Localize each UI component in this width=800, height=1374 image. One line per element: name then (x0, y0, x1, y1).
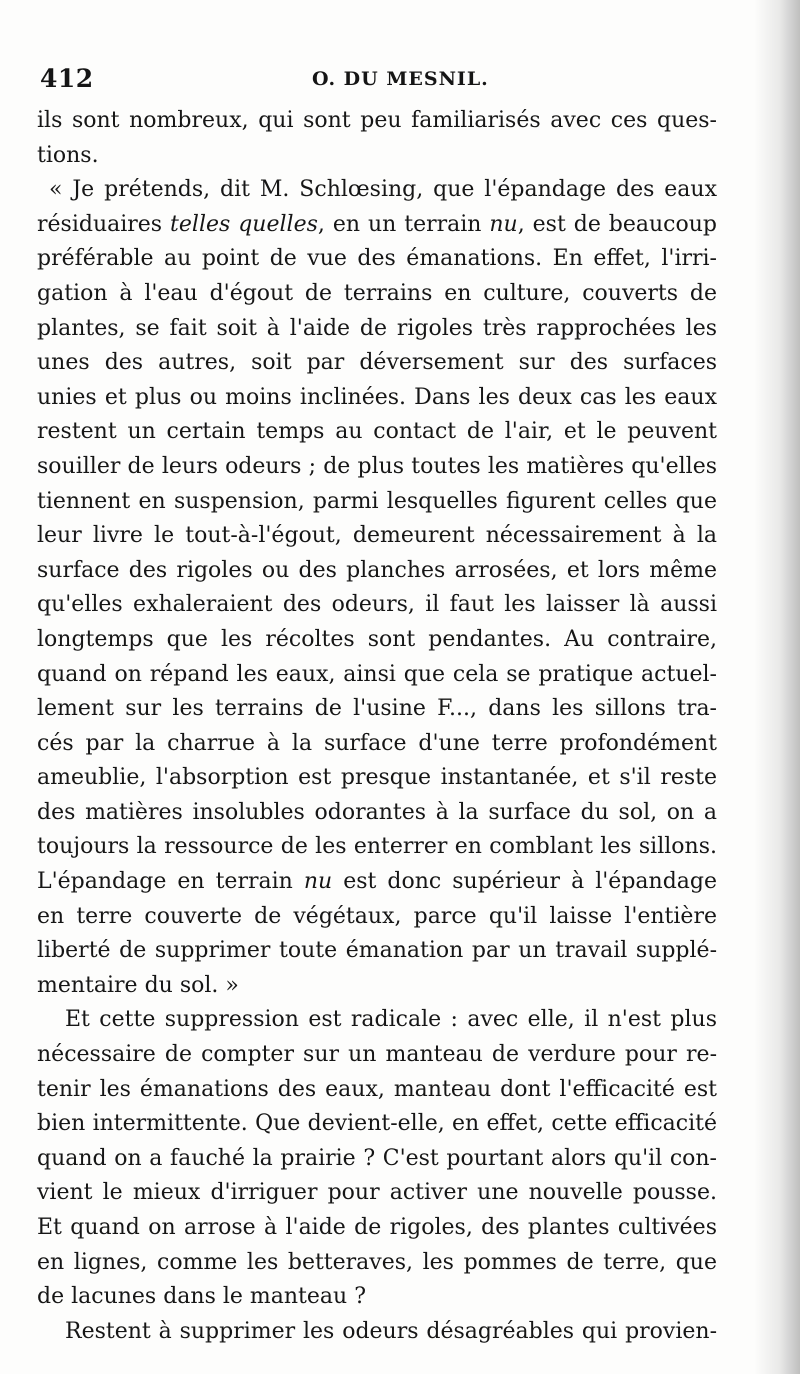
text-line: souiller de leurs odeurs ; de plus toutes les matières qu'elles (37, 453, 717, 479)
text-line: des matières insolubles odorantes à la surface du sol, on a (37, 799, 717, 825)
text-segment: L'épandage en terrain (37, 869, 304, 895)
page-gutter-shadow (754, 0, 800, 1374)
text-line: surface des rigoles ou des planches arrosées, et lors même (37, 557, 717, 583)
text-line: « Je prétends, dit M. Schlœsing, que l'épandage des eaux (49, 177, 717, 203)
text-line: préférable au point de vue des émanations. En effet, l'irri- (37, 246, 717, 272)
text-segment: est donc supérieur à l'épandage (332, 869, 717, 895)
text-line: unes des autres, soit par déversement sur des surfaces (37, 350, 717, 376)
page-number: 412 (40, 64, 94, 93)
text-line: en terre couverte de végétaux, parce qu'il laisse l'entière (37, 903, 717, 929)
running-head: O. DU MESNIL. (312, 68, 489, 90)
text-line: tions. (37, 142, 99, 168)
text-line: qu'elles exhaleraient des odeurs, il faut les laisser là aussi (37, 592, 717, 618)
text-line: quand on a fauché la prairie ? C'est pourtant alors qu'il con- (37, 1145, 717, 1171)
text-segment: , est de beaucoup (517, 211, 718, 237)
text-line: quand on répand les eaux, ainsi que cela se pratique actuel- (37, 661, 717, 687)
italic-term: nu (303, 869, 333, 895)
text-line: Restent à supprimer les odeurs désagréables qui provien- (65, 1318, 717, 1344)
text-line (37, 208, 717, 243)
text-line: tiennent en suspension, parmi lesquelles figurent celles que (37, 488, 717, 514)
text-segment: , en un terrain (317, 211, 490, 237)
text-line: Et cette suppression est radicale : avec elle, il n'est plus (65, 1007, 717, 1033)
text-line: leur livre le tout-à-l'égout, demeurent nécessairement à la (37, 523, 717, 549)
text-line: ameublie, l'absorption est presque instantanée, et s'il reste (37, 765, 717, 791)
text-line: plantes, se fait soit à l'aide de rigoles très rapprochées les (37, 315, 717, 341)
text-line: bien intermittente. Que devient-elle, en effet, cette efficacité (37, 1111, 717, 1137)
page-header (40, 64, 730, 104)
text-line: cés par la charrue à la surface d'une terre profondément (37, 730, 717, 756)
text-line: toujours la ressource de les enterrer en comblant les sillons. (37, 834, 717, 860)
text-line: lement sur les terrains de l'usine F..., dans les sillons tra- (37, 696, 717, 722)
text-line: gation à l'eau d'égout de terrains en culture, couverts de (37, 280, 717, 306)
text-line: Et quand on arrose à l'aide de rigoles, des plantes cultivées (37, 1215, 717, 1240)
text-line (37, 865, 717, 900)
text-line: de lacunes dans le manteau ? (37, 1284, 366, 1310)
body-text (37, 104, 717, 1349)
text-line: en lignes, comme les betteraves, les pommes de terre, que (37, 1249, 717, 1275)
text-line: vient le mieux d'irriguer pour activer une nouvelle pousse. (37, 1180, 717, 1206)
text-line: longtemps que les récoltes sont pendantes. Au contraire, (37, 626, 717, 652)
text-line: unies et plus ou moins inclinées. Dans les deux cas les eaux (37, 384, 717, 410)
text-line: liberté de supprimer toute émanation par un travail supplé- (37, 938, 717, 964)
text-line: mentaire du sol. » (37, 972, 239, 998)
text-line: restent un certain temps au contact de l'air, et le peuvent (37, 419, 717, 445)
italic-term: nu (489, 211, 518, 237)
text-segment: résiduaires (37, 211, 171, 237)
italic-term: telles quelles (170, 211, 318, 237)
text-line: nécessaire de compter sur un manteau de verdure pour re- (37, 1042, 717, 1068)
text-line: ils sont nombreux, qui sont peu familiarisés avec ces ques- (37, 108, 717, 133)
text-line: tenir les émanations des eaux, manteau dont l'efficacité est (37, 1076, 717, 1102)
